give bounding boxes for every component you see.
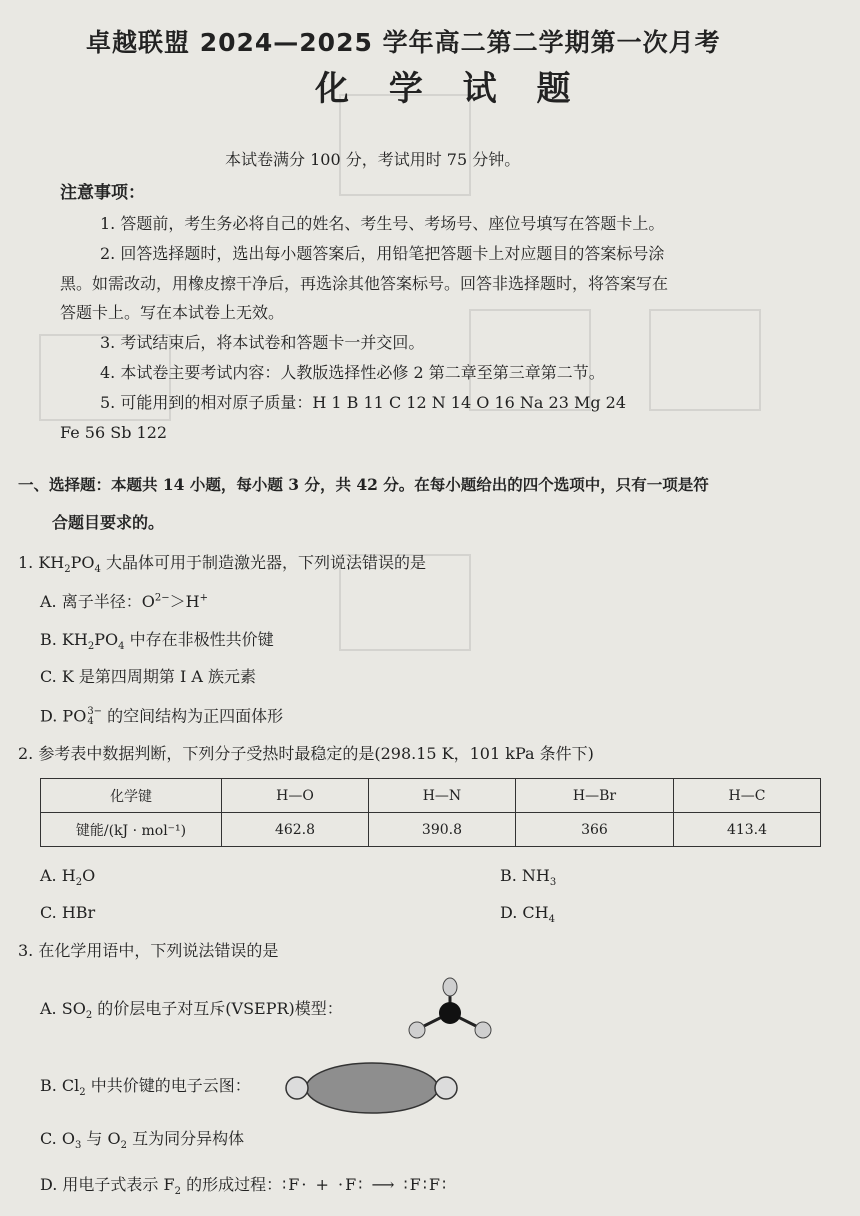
- so2-vsepr-model-icon: [400, 975, 500, 1045]
- question-2-option-c: C. HBr: [40, 903, 96, 922]
- table-row: [41, 779, 821, 813]
- question-1-option-a: A. 离子半径：$O^{2-}>H^+$: [40, 592, 208, 611]
- question-1-option-b: B. $KH_2PO_4$ 中存在非极性共价键: [40, 630, 274, 653]
- notice-item-2-line-2: 黑。如需改动，用橡皮擦干净后，再选涂其他答案标号。回答非选择题时，将答案写在: [60, 274, 669, 293]
- question-1-stem: 1. $KH_2PO_4$ 大晶体可用于制造激光器，下列说法错误的是: [18, 553, 426, 576]
- notice-item-5-line-2: Fe 56 Sb 122: [60, 423, 168, 442]
- table-cell: 413.4: [674, 813, 821, 847]
- section-1-heading-line-2: 合题目要求的。: [52, 513, 165, 532]
- table-cell: 化学键: [41, 779, 222, 813]
- question-3-stem: 3. 在化学用语中，下列说法错误的是: [18, 941, 279, 960]
- question-3-option-a: A. $SO_2$ 的价层电子对互斥(VSEPR)模型：: [40, 999, 343, 1022]
- notice-item-2-line-3: 答题卡上。写在本试卷上无效。: [60, 303, 285, 322]
- table-cell: 462.8: [222, 813, 369, 847]
- table-cell: 键能/(kJ · mol⁻¹): [41, 813, 222, 847]
- question-2-option-b: B. $NH_3$: [500, 866, 557, 889]
- table-cell: 366: [515, 813, 673, 847]
- table-cell: H—O: [222, 779, 369, 813]
- notice-item-2-line-1: 2. 回答选择题时，选出每小题答案后，用铅笔把答题卡上对应题目的答案标号涂: [100, 244, 665, 263]
- electron-formula: ∶F· + ·F∶ ⟶ ∶F∶F∶: [282, 1175, 449, 1194]
- question-3-option-b: B. $Cl_2$ 中共价键的电子云图：: [40, 1076, 251, 1099]
- section-1-heading-line-1: 一、选择题：本题共 14 小题，每小题 3 分，共 42 分。在每小题给出的四个选项中，只有一项是符: [18, 475, 709, 494]
- question-3-option-d: D. 用电子式表示 $F_2$ 的形成过程：∶F· + ·F∶ ⟶ ∶F∶F∶: [40, 1175, 449, 1198]
- bond-energy-table: [40, 778, 821, 847]
- exam-info: 本试卷满分 100 分，考试用时 75 分钟。: [225, 150, 521, 169]
- notice-item-4: 4. 本试卷主要考试内容：人教版选择性必修 2 第二章至第三章第二节。: [100, 363, 605, 382]
- question-2-option-a: A. $H_2O$: [40, 866, 96, 889]
- table-cell: 390.8: [368, 813, 515, 847]
- table-cell: H—Br: [515, 779, 673, 813]
- question-3-option-c: C. $O_3$ 与 $O_2$ 互为同分异构体: [40, 1129, 245, 1152]
- cl2-electron-cloud-icon: [284, 1060, 459, 1116]
- question-2-option-d: D. $CH_4$: [500, 903, 555, 926]
- notice-heading: 注意事项：: [60, 183, 145, 203]
- exam-title: 卓越联盟 2024—2025 学年高二第二学期第一次月考: [86, 28, 721, 57]
- question-2-stem: 2. 参考表中数据判断，下列分子受热时最稳定的是(298.15 K，101 kPa 条件下): [18, 744, 594, 763]
- question-1-option-c: C. K 是第四周期第 Ⅰ A 族元素: [40, 667, 257, 686]
- notice-item-5-line-1: 5. 可能用到的相对原子质量：H 1 B 11 C 12 N 14 O 16 Na 23 Mg 24: [100, 393, 627, 412]
- table-row: [41, 813, 821, 847]
- exam-subject: 化 学 试 题: [315, 69, 585, 109]
- question-1-option-d: D. PO 3− 4 的空间结构为正四面体形: [40, 706, 284, 727]
- notice-item-3: 3. 考试结束后，将本试卷和答题卡一并交回。: [100, 333, 425, 352]
- notice-item-1: 1. 答题前，考生务必将自己的姓名、考生号、考场号、座位号填写在答题卡上。: [100, 214, 665, 233]
- table-cell: H—N: [368, 779, 515, 813]
- table-cell: H—C: [674, 779, 821, 813]
